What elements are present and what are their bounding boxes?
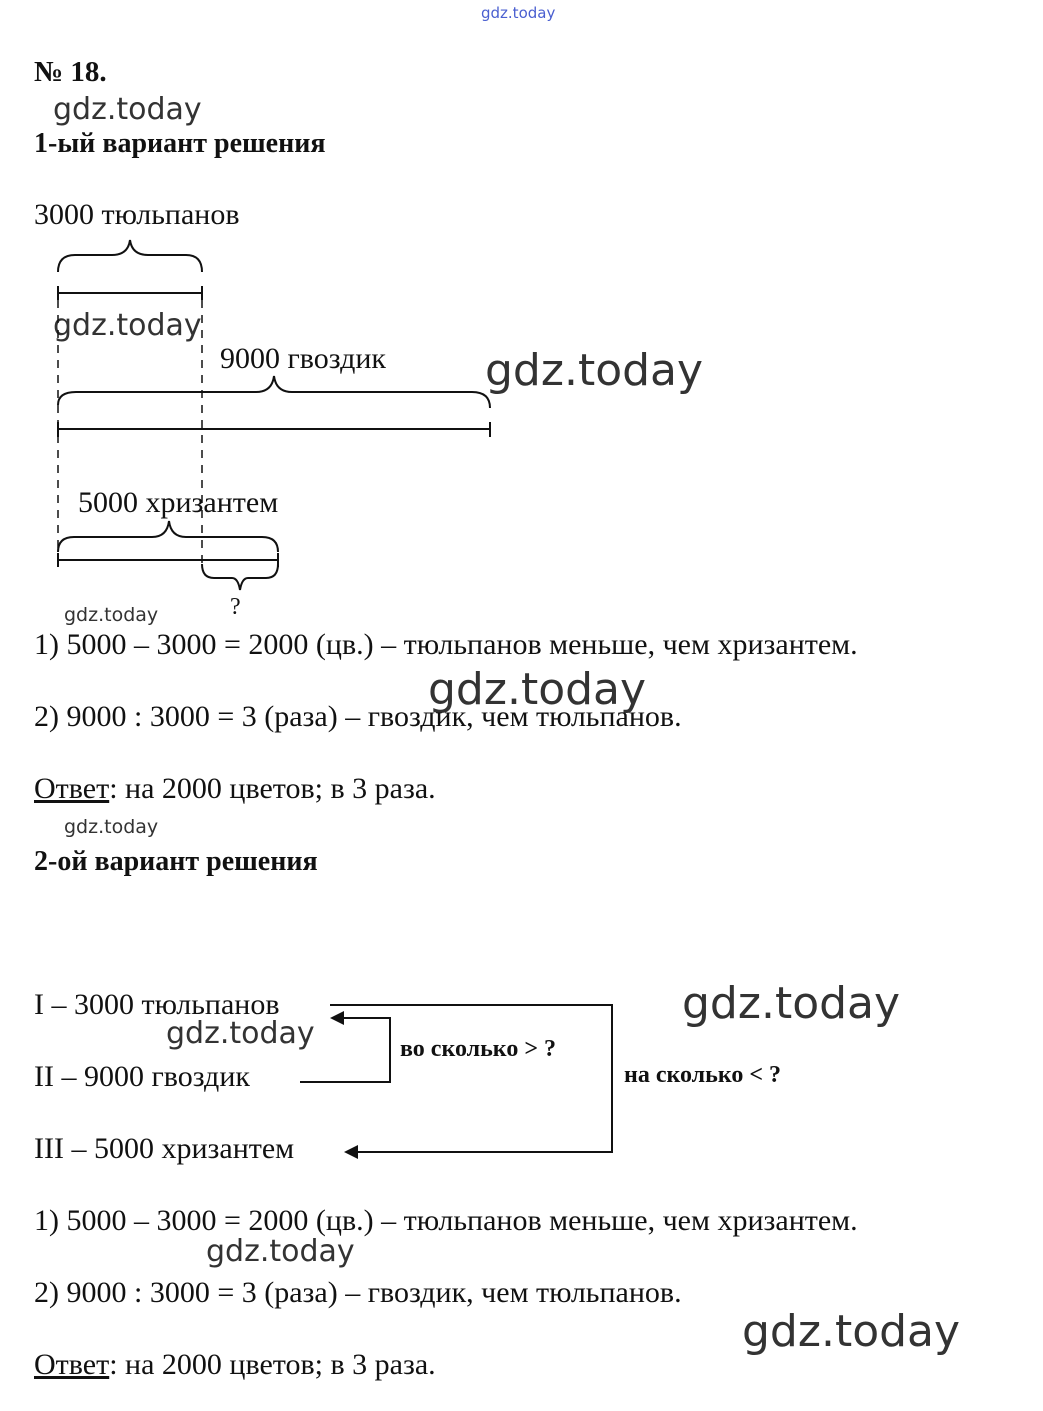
- variant1-heading: 1-ый вариант решения: [34, 128, 326, 159]
- scheme-row-carnations: II – 9000 гвоздик: [34, 1060, 250, 1093]
- variant2-step2: 2) 9000 : 3000 = 3 (раза) – гвоздик, чем тюльпанов.: [34, 1276, 682, 1309]
- watermark-top: gdz.today: [481, 4, 556, 22]
- answer-text: : на 2000 цветов; в 3 раза.: [109, 1348, 436, 1381]
- variant1-step2: 2) 9000 : 3000 = 3 (раза) – гвоздик, чем тюльпанов.: [34, 700, 682, 733]
- outer-connector: [330, 1005, 612, 1152]
- watermark: gdz.today: [166, 1016, 315, 1051]
- watermark: gdz.today: [428, 664, 647, 715]
- chrysanthemums-label: 5000 хризантем: [78, 486, 279, 519]
- answer-label: Ответ: [34, 772, 110, 805]
- watermark: gdz.today: [53, 92, 202, 127]
- scheme-row-tulips: I – 3000 тюльпанов: [34, 988, 280, 1021]
- watermark: gdz.today: [206, 1234, 355, 1269]
- watermark: gdz.today: [682, 978, 901, 1029]
- how-many-less-label: на сколько < ?: [624, 1062, 782, 1088]
- variant2-step1: 1) 5000 – 3000 = 2000 (цв.) – тюльпанов меньше, чем хризантем.: [34, 1204, 858, 1237]
- variant2-answer: [34, 1348, 436, 1382]
- carnations-label: 9000 гвоздик: [220, 342, 386, 375]
- variant1-step1: 1) 5000 – 3000 = 2000 (цв.) – тюльпанов меньше, чем хризантем.: [34, 628, 858, 661]
- problem-number: № 18.: [34, 56, 107, 88]
- inner-connector: [300, 1018, 390, 1082]
- tulips-label: 3000 тюльпанов: [34, 198, 240, 231]
- watermark: gdz.today: [64, 816, 159, 838]
- arrowhead-chrysanthemums: [344, 1145, 358, 1159]
- question-mark: ?: [230, 594, 241, 620]
- scheme-row-chrysanthemums: III – 5000 хризантем: [34, 1132, 295, 1165]
- answer-text: : на 2000 цветов; в 3 раза.: [109, 772, 436, 805]
- watermark: gdz.today: [64, 604, 159, 626]
- watermark: gdz.today: [485, 345, 704, 396]
- arrowhead-tulips: [330, 1011, 344, 1025]
- watermark: gdz.today: [742, 1306, 961, 1357]
- watermark: gdz.today: [53, 308, 202, 343]
- how-many-times-label: во сколько > ?: [400, 1036, 556, 1062]
- variant2-heading: 2-ой вариант решения: [34, 846, 318, 877]
- answer-label: Ответ: [34, 1348, 110, 1381]
